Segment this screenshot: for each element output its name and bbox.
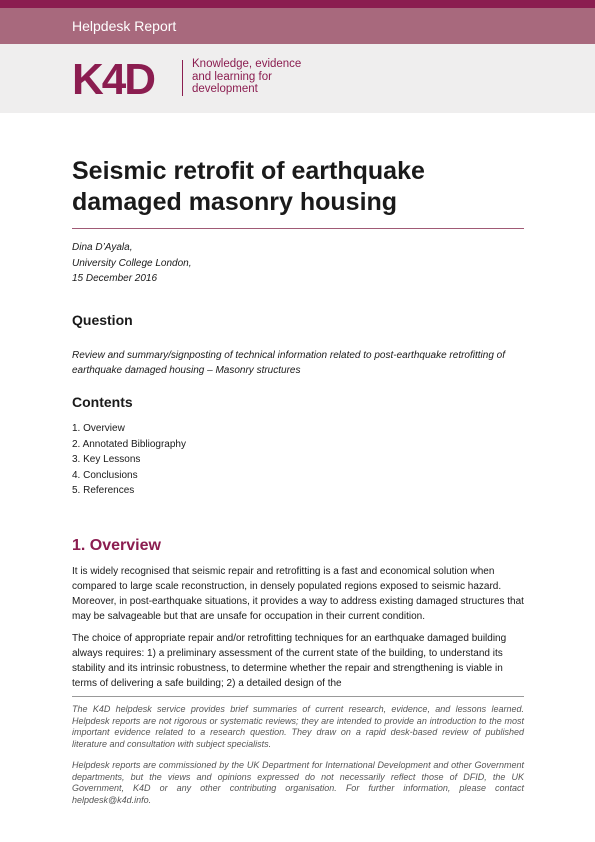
footer-commission-note: Helpdesk reports are commissioned by the UK Department for International Development and other Government departments, but the views and opinions expressed do not necessarily reflect those of DFID, the UK Government, K4D or any other contributing organisation. For further information, please contact helpdesk@k4d.info. [72, 760, 524, 805]
contents-item: 1. Overview [72, 423, 125, 434]
logo-band [0, 44, 595, 113]
report-type-band [0, 8, 595, 44]
question-heading: Question [72, 312, 133, 328]
overview-heading: 1. Overview [72, 537, 161, 554]
contents-item: 4. Conclusions [72, 469, 138, 481]
question-text: Review and summary/signposting of technical information related to post-earthquake retrofitting of earthquake damaged housing – Masonry structures [72, 350, 506, 376]
top-accent-bar [0, 0, 595, 8]
report-type-label: Helpdesk Report [72, 18, 177, 34]
tagline-line: and learning for [192, 70, 272, 83]
report-date: 15 December 2016 [72, 273, 158, 284]
k4d-logo [72, 58, 172, 98]
k4d-logo-text: K4D [72, 58, 155, 98]
contents-item: 5. References [72, 485, 135, 496]
footer-divider [72, 696, 524, 697]
author-block [72, 240, 192, 287]
contents-heading: Contents [72, 394, 133, 410]
contents-item: 2. Annotated Bibliography [72, 438, 186, 450]
overview-paragraph: It is widely recognised that seismic repair and retrofitting is a fast and economical solution when compared to large scale reconstruction, in densely populated regions exposed to seismic hazard. Moreover, in post-earthquake situations, it provides a way to address existing damaged structures that may be salvageable but that are unsafe for occupation in their current condition. [72, 566, 524, 622]
tagline-line: development [192, 83, 258, 95]
contents-item: 3. Key Lessons [72, 454, 141, 465]
footer-disclaimer: The K4D helpdesk service provides brief summaries of current research, evidence, and lessons learned. Helpdesk reports are not rigorous or systematic reviews; they are intended to provide an introduction to the most important evidence related to a research question. They draw on a rapid desk-based review of published literature and consultation with subject specialists. [72, 704, 524, 749]
contents-list [72, 421, 186, 499]
overview-paragraph: The choice of appropriate repair and/or retrofitting techniques for an earthquake damaged building always requires: 1) a preliminary assessment of the current state of the building, to understand its stability and its intrinsic robustness, to determine whether the repair and strengthening is viable in terms of delivering a safe building; 2) a detailed design of the [72, 633, 507, 689]
logo-divider [182, 60, 183, 96]
title-divider [72, 228, 524, 229]
tagline-line: Knowledge, evidence [192, 58, 302, 70]
document-title: Seismic retrofit of earthquake damaged masonry housing [72, 157, 425, 216]
author-affiliation: University College London, [72, 257, 192, 269]
author-name: Dina D’Ayala, [72, 242, 133, 253]
logo-tagline [192, 58, 332, 96]
